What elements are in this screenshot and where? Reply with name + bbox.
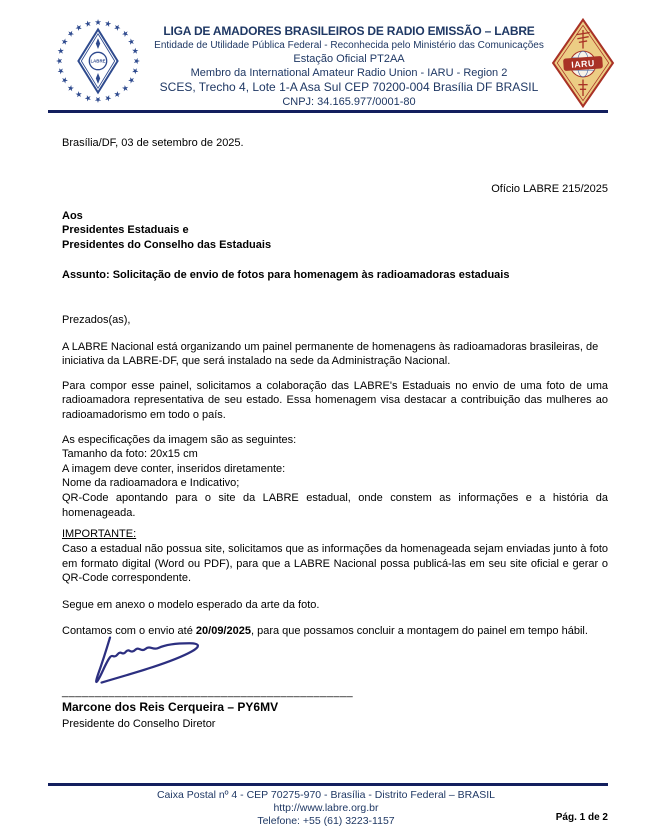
signature-scribble: [78, 632, 258, 690]
svg-text:★: ★: [58, 35, 71, 48]
svg-text:★: ★: [54, 46, 67, 56]
spec-line: QR-Code apontando para o site da LABRE estadual, onde constem as informações e a história da homenageada.: [62, 492, 608, 519]
svg-text:★: ★: [54, 57, 65, 65]
svg-text:★: ★: [94, 17, 102, 28]
letterhead-text: [148, 12, 550, 109]
iaru-logo-label: IARU: [570, 58, 596, 70]
spec-line: Nome da radioamadora e Indicativo;: [62, 477, 240, 490]
spec-line: A imagem deve conter, inseridos diretamente:: [62, 462, 286, 475]
svg-text:★: ★: [54, 66, 67, 76]
svg-text:★: ★: [111, 21, 124, 34]
labre-logo-label: LABRE: [90, 58, 106, 64]
svg-text:★: ★: [119, 27, 132, 40]
org-subtitle-2: Estação Oficial PT2AA: [293, 53, 405, 65]
paragraph-important: Caso a estadual não possua site, solicitamos que as informações da homenageada sejam enviadas junto à foto em formato digital (Word ou PDF), para que a LABRE Nacional possa publicá-las em seu site oficial e gerar o QR-Code correspondente.: [62, 543, 608, 585]
svg-text:★: ★: [94, 94, 102, 105]
signature-area: [78, 632, 608, 686]
svg-text:★: ★: [131, 57, 142, 65]
header-divider: [48, 110, 608, 113]
date-line: Brasília/DF, 03 de setembro de 2025.: [62, 136, 244, 149]
org-subtitle-3: Membro da International Amateur Radio Union - IARU - Region 2: [190, 67, 508, 79]
signer-name: Marcone dos Reis Cerqueira – PY6MV: [62, 700, 279, 715]
svg-text:★: ★: [83, 92, 93, 105]
footer-divider: [48, 783, 608, 786]
svg-text:★: ★: [111, 88, 124, 101]
svg-text:★: ★: [64, 27, 77, 40]
footer-postal-address: Caixa Postal nº 4 - CEP 70275-970 - Brasília - Distrito Federal – BRASIL: [156, 789, 496, 801]
footer-telephone: Telefone: +55 (61) 3223-1157: [257, 815, 395, 828]
svg-text:★: ★: [125, 74, 138, 87]
spec-line: As especificações da imagem são as seguintes:: [62, 433, 297, 446]
org-cnpj: CNPJ: 34.165.977/0001-80: [282, 96, 416, 108]
salutation: Prezados(as),: [62, 314, 131, 327]
labre-logo: [48, 12, 148, 110]
org-name: LIGA DE AMADORES BRASILEIROS DE RADIO EMISSÃO – LABRE: [163, 24, 535, 38]
deadline-prefix: Contamos com o envio até: [62, 624, 196, 637]
page-indicator: Pág. 1 de 2: [555, 812, 608, 823]
deadline-date: 20/09/2025: [195, 624, 251, 637]
oficio-reference: Ofício LABRE 215/2025: [491, 183, 608, 196]
recipient-line: Presidentes Estaduais e: [62, 224, 189, 237]
svg-text:★: ★: [72, 88, 85, 101]
recipient-line: Aos: [62, 209, 83, 222]
image-specs-block: [62, 433, 608, 521]
paragraph-request: Para compor esse painel, solicitamos a colaboração das LABRE's Estaduais no envio de uma foto de uma radioamadora representativa de seu estado. Essa homenagem visa destacar a contribuição das mulheres ao radioamadorismo em todo o país.: [62, 379, 608, 422]
signature-rule: ____________________________________________: [62, 686, 354, 699]
important-label: IMPORTANTE:: [62, 528, 137, 541]
svg-text:★: ★: [129, 66, 142, 76]
recipients-block: [62, 209, 608, 253]
svg-text:★: ★: [103, 92, 113, 105]
footer-website-link[interactable]: http://www.labre.org.br: [273, 802, 379, 815]
svg-text:★: ★: [72, 21, 85, 34]
svg-text:★: ★: [83, 17, 93, 30]
spec-line: Tamanho da foto: 20x15 cm: [62, 448, 198, 461]
svg-text:★: ★: [64, 82, 77, 95]
svg-text:★: ★: [125, 35, 138, 48]
signer-title: Presidente do Conselho Diretor: [62, 718, 216, 731]
svg-text:★: ★: [58, 74, 71, 87]
letterhead: [48, 12, 616, 110]
footer-block: [100, 789, 552, 829]
deadline-suffix: , para que possamos concluir a montagem do painel em tempo hábil.: [250, 624, 588, 637]
subject-line: Assunto: Solicitação de envio de fotos para homenagem às radioamadoras estaduais: [62, 269, 510, 282]
svg-text:★: ★: [119, 82, 132, 95]
org-address: SCES, Trecho 4, Lote 1-A Asa Sul CEP 70200-004 Brasília DF BRASIL: [159, 80, 539, 94]
svg-text:★: ★: [103, 17, 113, 30]
svg-text:★: ★: [129, 46, 142, 56]
recipient-line: Presidentes do Conselho das Estaduais: [62, 238, 272, 251]
org-subtitle-1: Entidade de Utilidade Pública Federal - Reconhecida pelo Ministério das Comunicações: [154, 40, 544, 51]
letter-body: [62, 121, 608, 732]
paragraph-intro: A LABRE Nacional está organizando um painel permanente de homenagens às radioamadoras brasileiras, de iniciativa da LABRE-DF, que será instalado na sede da Administração Nacional.: [62, 340, 599, 368]
paragraph-attachment: Segue em anexo o modelo esperado da arte da foto.: [62, 599, 320, 612]
iaru-logo: [550, 16, 616, 110]
